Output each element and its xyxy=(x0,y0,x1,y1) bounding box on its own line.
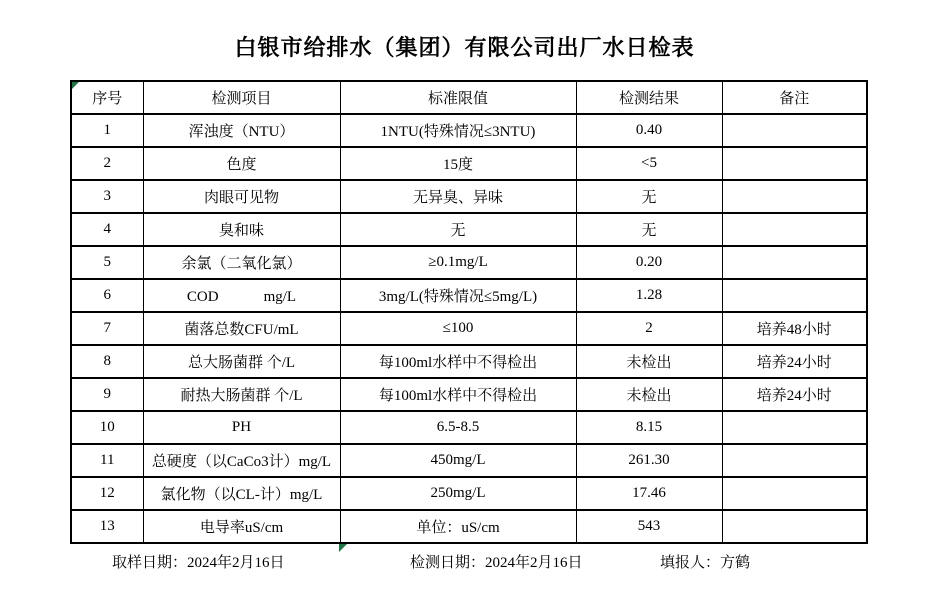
table-cell xyxy=(722,444,867,477)
table-cell xyxy=(722,279,867,312)
table-cell xyxy=(722,114,867,147)
reporter-label: 填报人：方鹤 xyxy=(660,555,751,571)
table-cell: 8 xyxy=(71,345,143,378)
table-cell: PH xyxy=(143,411,340,444)
table-row xyxy=(71,246,867,279)
inspection-table xyxy=(70,80,868,544)
sampling-date-label: 取样日期：2024年2月16日 xyxy=(112,555,285,571)
header-cell: 备注 xyxy=(722,81,867,114)
table-cell: 7 xyxy=(71,312,143,345)
table-cell: 2 xyxy=(71,147,143,180)
table-cell: 5 xyxy=(71,246,143,279)
table-cell xyxy=(722,411,867,444)
table-cell: 无 xyxy=(576,213,722,246)
header-row xyxy=(71,81,867,114)
table-cell: 17.46 xyxy=(576,477,722,510)
table-cell: 耐热大肠菌群 个/L xyxy=(143,378,340,411)
table-cell: 每100ml水样中不得检出 xyxy=(340,345,576,378)
table-row xyxy=(71,477,867,510)
table-cell: 3mg/L(特殊情况≤5mg/L) xyxy=(340,279,576,312)
table-cell: 每100ml水样中不得检出 xyxy=(340,378,576,411)
table-row xyxy=(71,345,867,378)
table-cell: 450mg/L xyxy=(340,444,576,477)
table-cell: 261.30 xyxy=(576,444,722,477)
table-cell: 培养48小时 xyxy=(722,312,867,345)
report-title: 白银市给排水（集团）有限公司出厂水日检表 xyxy=(234,36,695,61)
table-cell: 0.40 xyxy=(576,114,722,147)
table-cell: 6 xyxy=(71,279,143,312)
table-cell: 6.5-8.5 xyxy=(340,411,576,444)
table-cell: 10 xyxy=(71,411,143,444)
test-date-label: 检测日期：2024年2月16日 xyxy=(410,555,583,571)
table-cell: 菌落总数CFU/mL xyxy=(143,312,340,345)
header-cell: 检测项目 xyxy=(143,81,340,114)
table-cell: ≥0.1mg/L xyxy=(340,246,576,279)
table-cell: 培养24小时 xyxy=(722,378,867,411)
table-cell: 肉眼可见物 xyxy=(143,180,340,213)
table-row xyxy=(71,510,867,543)
table-cell: 氯化物（以CL-计）mg/L xyxy=(143,477,340,510)
table-cell xyxy=(722,213,867,246)
table-cell: 总硬度（以CaCo3计）mg/L xyxy=(143,444,340,477)
table-row xyxy=(71,312,867,345)
table-cell: <5 xyxy=(576,147,722,180)
table-cell xyxy=(722,246,867,279)
table-cell: 色度 xyxy=(143,147,340,180)
table-cell xyxy=(722,147,867,180)
table-cell: 臭和味 xyxy=(143,213,340,246)
table-row xyxy=(71,378,867,411)
table-cell xyxy=(722,510,867,543)
table-cell: COD mg/L xyxy=(143,279,340,312)
table-cell: ≤100 xyxy=(340,312,576,345)
table-cell: 13 xyxy=(71,510,143,543)
header-cell: 标准限值 xyxy=(340,81,576,114)
table-cell: 4 xyxy=(71,213,143,246)
table-cell: 3 xyxy=(71,180,143,213)
table-cell: 未检出 xyxy=(576,345,722,378)
table-cell: 8.15 xyxy=(576,411,722,444)
table-body xyxy=(71,114,867,543)
table-cell: 浑浊度（NTU） xyxy=(143,114,340,147)
header-cell: 检测结果 xyxy=(576,81,722,114)
table-cell: 9 xyxy=(71,378,143,411)
table-cell: 11 xyxy=(71,444,143,477)
table-cell: 单位：uS/cm xyxy=(340,510,576,543)
table-row xyxy=(71,411,867,444)
table-row xyxy=(71,279,867,312)
table-row xyxy=(71,147,867,180)
header-cell: 序号 xyxy=(71,81,143,114)
table-cell xyxy=(722,180,867,213)
table-cell: 无 xyxy=(576,180,722,213)
table-cell: 12 xyxy=(71,477,143,510)
table-cell: 2 xyxy=(576,312,722,345)
table-cell: 1.28 xyxy=(576,279,722,312)
table-cell: 1 xyxy=(71,114,143,147)
table-cell: 培养24小时 xyxy=(722,345,867,378)
report-footer xyxy=(0,551,929,573)
table-row xyxy=(71,444,867,477)
table-cell: 电导率uS/cm xyxy=(143,510,340,543)
table-cell: 未检出 xyxy=(576,378,722,411)
table-cell: 1NTU(特殊情况≤3NTU) xyxy=(340,114,576,147)
table-cell: 无 xyxy=(340,213,576,246)
table-cell: 250mg/L xyxy=(340,477,576,510)
table-cell xyxy=(722,477,867,510)
table-cell: 15度 xyxy=(340,147,576,180)
table-cell: 总大肠菌群 个/L xyxy=(143,345,340,378)
table-cell: 543 xyxy=(576,510,722,543)
table-row xyxy=(71,114,867,147)
table-cell: 0.20 xyxy=(576,246,722,279)
table-cell: 余氯（二氧化氯） xyxy=(143,246,340,279)
table-row xyxy=(71,180,867,213)
table-row xyxy=(71,213,867,246)
table-cell: 无异臭、异味 xyxy=(340,180,576,213)
